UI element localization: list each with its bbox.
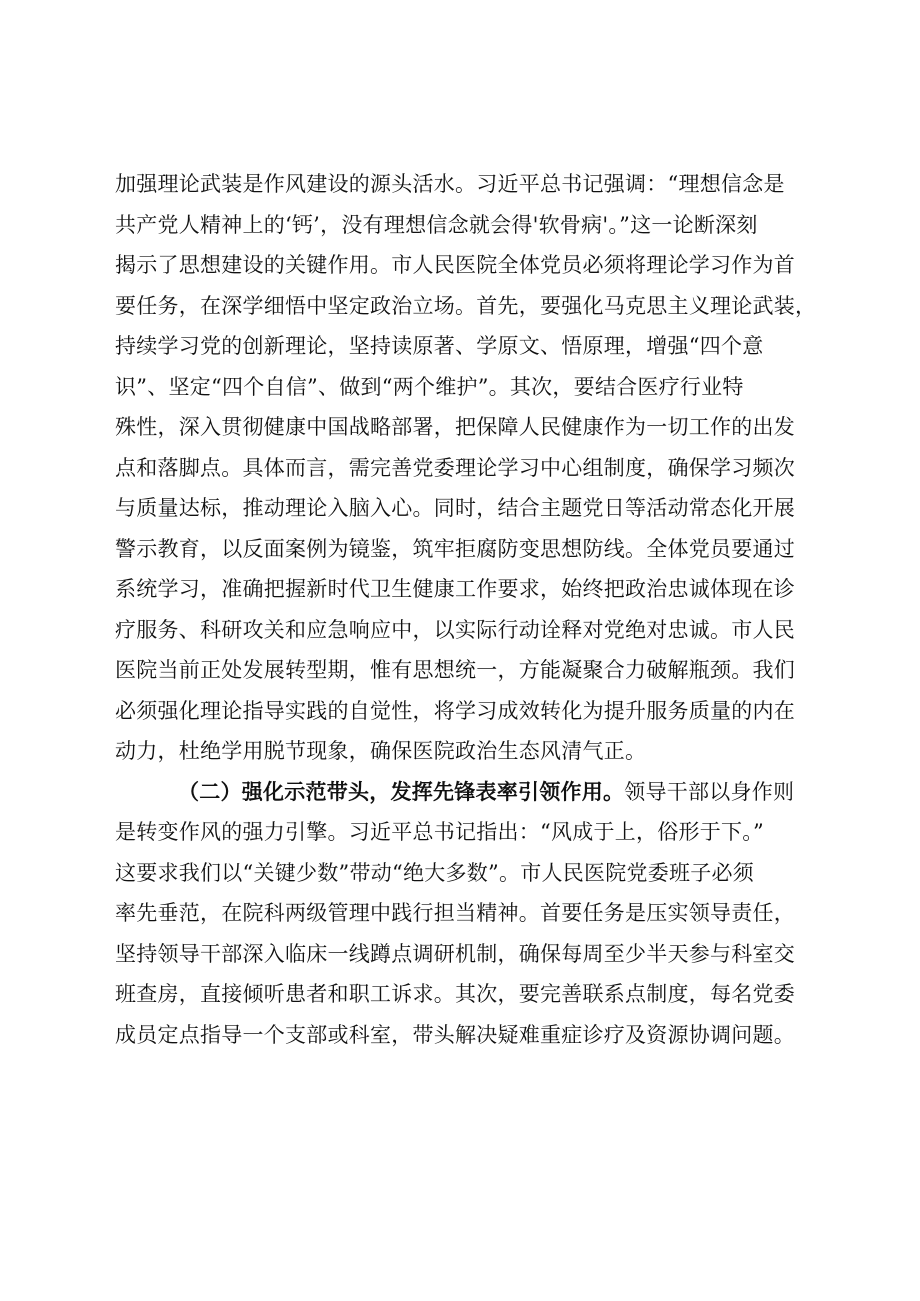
paragraph-1-line: 系统学习，准确把握新时代卫生健康工作要求，始终把政治忠诚体现在诊 [115, 577, 795, 601]
paragraph-1-line: 要任务，在深学细悟中坚定政治立场。首先，要强化马克思主义理论武装， [115, 293, 817, 318]
paragraph-1-line: 识”、坚定“四个自信”、做到“两个维护”。其次，要结合医疗行业特 [115, 374, 744, 399]
paragraph-1-line: 医院当前正处发展转型期，惟有思想统一，方能凝聚合力破解瓶颈。我们 [115, 658, 795, 682]
paragraph-2-first-line [115, 772, 827, 813]
paragraph-1-line: 加强理论武装是作风建设的源头活水。习近平总书记强调：“理想信念是 [115, 172, 785, 196]
paragraph-2-line: 坚持领导干部深入临床一线蹲点调研机制，确保每周至少半天参与科室交 [115, 941, 795, 966]
section-heading: （二）强化示范带头，发挥先锋表率引领作用。 [178, 778, 625, 804]
paragraph-1-line: 疗服务、科研攻关和应急响应中，以实际行动诠释对党绝对忠诚。市人民 [115, 617, 795, 642]
paragraph-1-line: 与质量达标，推动理论入脑入心。同时，结合主题党日等活动常态化开展 [115, 496, 795, 520]
paragraph-2-first-line-text: 领导干部以身作则 [624, 779, 795, 804]
paragraph-1-line: 必须强化理论指导实践的自觉性，将学习成效转化为提升服务质量的内在 [115, 698, 795, 723]
paragraph-1-line: 动力，杜绝学用脱节现象，确保医院政治生态风清气正。 [115, 739, 647, 763]
paragraph-2-line: 是转变作风的强力引擎。习近平总书记指出：“风成于上，俗形于下。” [115, 820, 764, 844]
paragraph-2-line: 成员定点指导一个支部或科室，带头解决疑难重症诊疗及资源协调问题。 [115, 1022, 795, 1047]
document-body [115, 164, 827, 1055]
paragraph-1-line: 持续学习党的创新理论，坚持读原著、学原文、悟原理，增强“四个意 [115, 334, 764, 358]
paragraph-1-line: 警示教育，以反面案例为镜鉴，筑牢拒腐防变思想防线。全体党员要通过 [115, 536, 795, 561]
paragraph-1-line: 揭示了思想建设的关键作用。市人民医院全体党员必须将理论学习作为首 [115, 253, 795, 277]
paragraph-1-line: 殊性，深入贯彻健康中国战略部署，把保障人民健康作为一切工作的出发 [115, 415, 795, 439]
paragraph-2-line: 这要求我们以“关键少数”带动“绝大多数”。市人民医院党委班子必须 [115, 860, 754, 885]
paragraph-1-line: 共产党人精神上的‘钙’，没有理想信念就会得'软骨病'。”这一论断深刻 [115, 212, 758, 237]
paragraph-1-line: 点和落脚点。具体而言，需完善党委理论学习中心组制度，确保学习频次 [115, 455, 795, 480]
paragraph-2-line: 班查房，直接倾听患者和职工诉求。其次，要完善联系点制度，每名党委 [115, 982, 795, 1006]
paragraph-2-line: 率先垂范，在院科两级管理中践行担当精神。首要任务是压实领导责任， [115, 901, 795, 925]
